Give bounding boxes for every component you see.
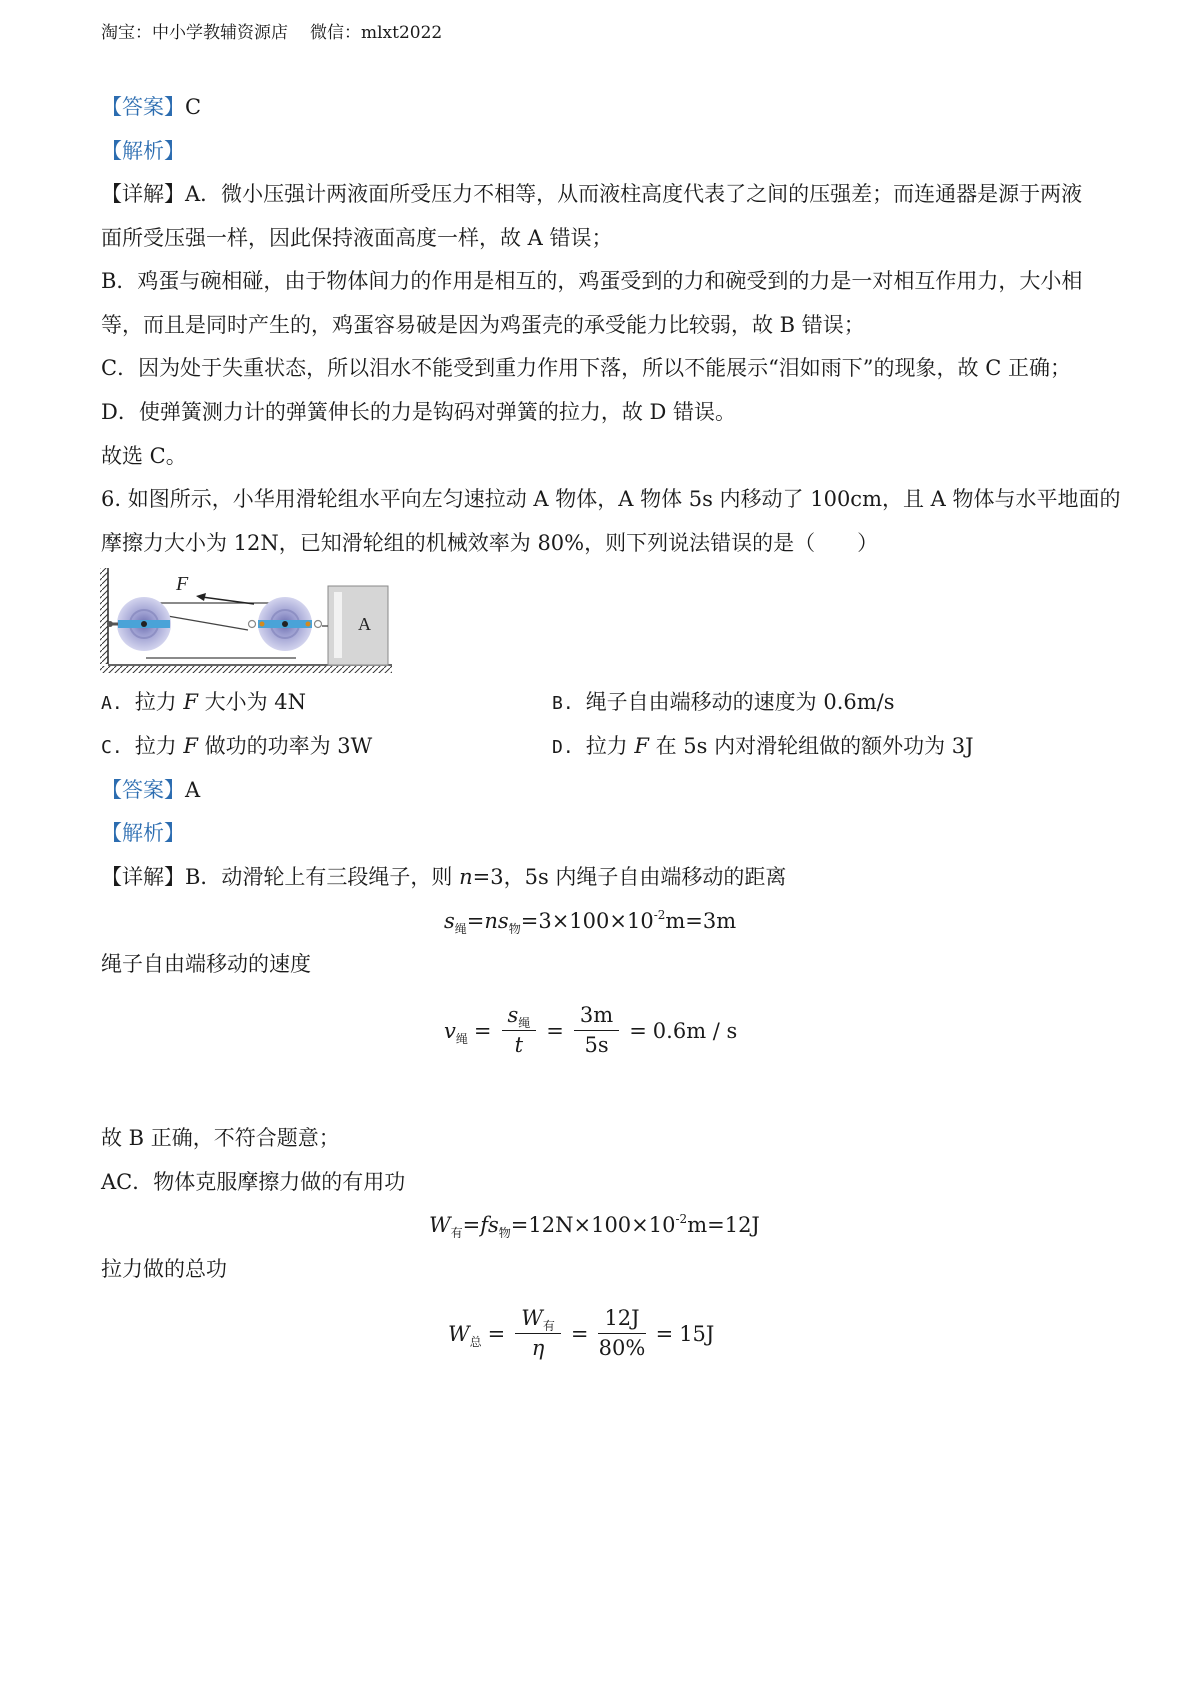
text-b-correct: 故 B 正确，不符合题意； [101, 1126, 340, 1150]
q6-answer [101, 780, 200, 801]
q5-detail-line2: 面所受压强一样，因此保持液面高度一样，故 A 错误； [101, 226, 613, 250]
fixed-pulley [107, 597, 171, 651]
q6-stem-line2: 摩擦力大小为 12N，已知滑轮组的机械效率为 80%，则下列说法错误的是（ ） [101, 531, 879, 555]
text-total-work: 拉力做的总功 [101, 1257, 227, 1281]
answer-tag: 【答案】 [101, 778, 185, 802]
answer-value: A [185, 778, 201, 802]
force-label: F [176, 573, 189, 595]
fraction-3m-over-5s: $\frac{3m}{5s}$ [574, 1004, 619, 1057]
q5-detail-line4: 等，而且是同时产生的，鸡蛋容易破是因为鸡蛋壳的承受能力比较弱，故 B 错误； [101, 313, 865, 337]
q5-detail-line1: 【详解】A．微小压强计两液面所受压力不相等，从而液柱高度代表了之间的压强差；而连通器是源于两液 [101, 182, 1083, 206]
equation-speed: $v_绳$ = $\frac{s_绳}{t}$ = $\frac{3m}{5s}$ = 0.6m / s [444, 1003, 738, 1058]
q5-analysis-tag: 【解析】 [101, 139, 185, 163]
q5-detail-line3: B．鸡蛋与碗相碰，由于物体间力的作用是相互的，鸡蛋受到的力和碗受到的力是一对相互作用力，大小相 [101, 269, 1083, 293]
ground [100, 666, 392, 673]
text-speed: 绳子自由端移动的速度 [101, 952, 311, 976]
text-ac: AC．物体克服摩擦力做的有用功 [101, 1170, 406, 1194]
page-header [101, 18, 442, 43]
q6-stem-line1: 6. 如图所示，小华用滑轮组水平向左匀速拉动 A 物体，A 物体 5s 内移动了 100cm，且 A 物体与水平地面的 [101, 487, 1121, 511]
shop-name: 淘宝：中小学教辅资源店 [101, 23, 288, 43]
q5-detail-line5: C．因为处于失重状态，所以泪水不能受到重力作用下落，所以不能展示“泪如雨下”的现象，故 C 正确； [101, 356, 1071, 380]
detail-tag: 【详解】 [101, 865, 185, 889]
wechat-id: 微信：mlxt2022 [310, 23, 443, 43]
option-d: D. 拉力 F 在 5s 内对滑轮组做的额外功为 3J [552, 734, 974, 758]
detail-tag: 【详解】 [101, 182, 185, 206]
wall [100, 568, 108, 664]
q6-detail-b: 【详解】B．动滑轮上有三段绳子，则 n=3，5s 内绳子自由端移动的距离 [101, 865, 787, 889]
option-a: A. 拉力 F 大小为 4N [101, 690, 307, 714]
q5-answer [101, 97, 201, 118]
q5-detail-line6: D．使弹簧测力计的弹簧伸长的力是钩码对弹簧的拉力，故 D 错误。 [101, 400, 737, 424]
q6-analysis-tag: 【解析】 [101, 821, 185, 845]
fraction-w-over-eta: $\frac{W_有}{\eta}$ [515, 1307, 561, 1360]
q5-conclusion: 故选 C。 [101, 444, 187, 468]
equation-distance: $s_绳=ns_物=3\times 100\times 10^{-2}m=3m$ [444, 908, 737, 936]
equation-useful-work: $W_有=fs_物=12N\times 100\times 10^{-2}m=12J$ [429, 1212, 760, 1240]
option-c: C. 拉力 F 做功的功率为 3W [101, 734, 373, 758]
movable-pulley [249, 597, 322, 651]
pulley-figure [96, 566, 396, 674]
equation-total-work: $W_总$ = $\frac{W_有}{\eta}$ = $\frac{12J}{80\%}$ = 15J [448, 1306, 715, 1361]
answer-tag: 【答案】 [101, 95, 185, 119]
option-b: B. 绳子自由端移动的速度为 0.6m/s [552, 690, 895, 714]
answer-value: C [185, 95, 202, 119]
fraction-s-over-t: $\frac{s_绳}{t}$ [502, 1004, 537, 1057]
fraction-12j-over-80: $\frac{12J}{80\%}$ [598, 1306, 646, 1361]
block-label: A [358, 614, 371, 634]
